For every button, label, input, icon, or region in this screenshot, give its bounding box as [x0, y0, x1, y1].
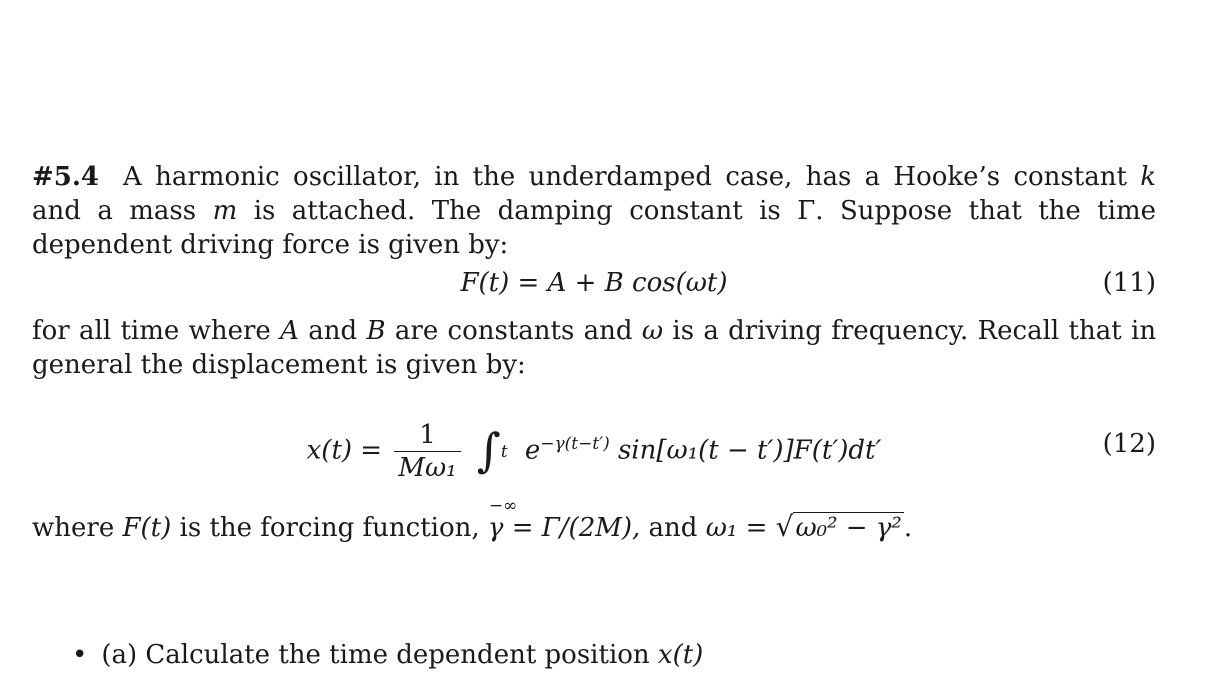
intro-text-1: A harmonic oscillator, in the underdamped case, has a Hooke’s constant [123, 162, 1127, 192]
square-root [776, 510, 904, 545]
para3-period: . [903, 513, 913, 543]
equation-11-number: (11) [1102, 268, 1156, 298]
equation-11 [32, 266, 1156, 300]
m-symbol: m [212, 196, 238, 226]
para3-and: and [648, 513, 698, 543]
omega1-lhs: ω₁ = [705, 513, 768, 543]
para2-text-start: for all time where [32, 316, 271, 346]
equation-12-fraction [394, 421, 460, 482]
fraction-denominator: Mω₁ [398, 453, 457, 484]
paragraph-constants [32, 314, 1156, 382]
integrand-rest: sin[ω₁(t − t′)]F(t′)dt′ [617, 435, 882, 466]
B-symbol: B [366, 316, 386, 346]
equation-12-lhs: x(t) = [306, 435, 383, 466]
integral-sign: ∫ [476, 422, 501, 477]
equation-11-lhs: F(t) = [460, 268, 548, 298]
para3-forcing-text: is the forcing function, [179, 513, 480, 543]
exp-power: −γ(t−t′) [540, 434, 610, 454]
F-of-t: F(t) [122, 513, 172, 543]
para2-text-end: is a driving frequency. Recall that in general the displacement is given by: [32, 316, 1157, 380]
para2-text-middle: are constants and [394, 316, 633, 346]
equation-12-number: (12) [1102, 429, 1156, 459]
equation-11-body [32, 266, 1156, 300]
equation-12-body [32, 404, 1156, 516]
bullet-a-text: (a) Calculate the time dependent position [101, 640, 650, 670]
bullet-item-a [72, 638, 703, 672]
para3-where: where [32, 513, 115, 543]
intro-text-2: and a mass [32, 196, 197, 226]
integral-upper-limit: t [500, 441, 508, 462]
fraction-numerator: 1 [394, 421, 460, 452]
integral [473, 414, 525, 516]
sqrt-content: ω₀² − γ² [795, 513, 902, 543]
exp-base: e [524, 435, 541, 466]
A-symbol: A [280, 316, 299, 346]
gamma-definition: γ = Γ/(2M), [487, 513, 641, 543]
omega-symbol: ω [641, 316, 664, 346]
bullet-icon: • [72, 640, 88, 670]
intro-text-3: is attached. The damping constant is Γ. Suppose that the time dependent driving force is given by: [32, 196, 1157, 260]
integral-lower-limit: −∞ [488, 495, 518, 516]
para2-and: and [308, 316, 358, 346]
equation-12 [32, 404, 1156, 516]
problem-number: #5.4 [32, 162, 100, 192]
paragraph-definitions [32, 510, 1156, 545]
problem-statement [32, 160, 1156, 262]
sqrt-sign: √ [775, 510, 794, 543]
k-symbol: k [1140, 162, 1157, 192]
equation-11-rhs: A + B cos(ωt) [547, 268, 728, 298]
bullet-a-x-of-t: x(t) [657, 640, 704, 670]
